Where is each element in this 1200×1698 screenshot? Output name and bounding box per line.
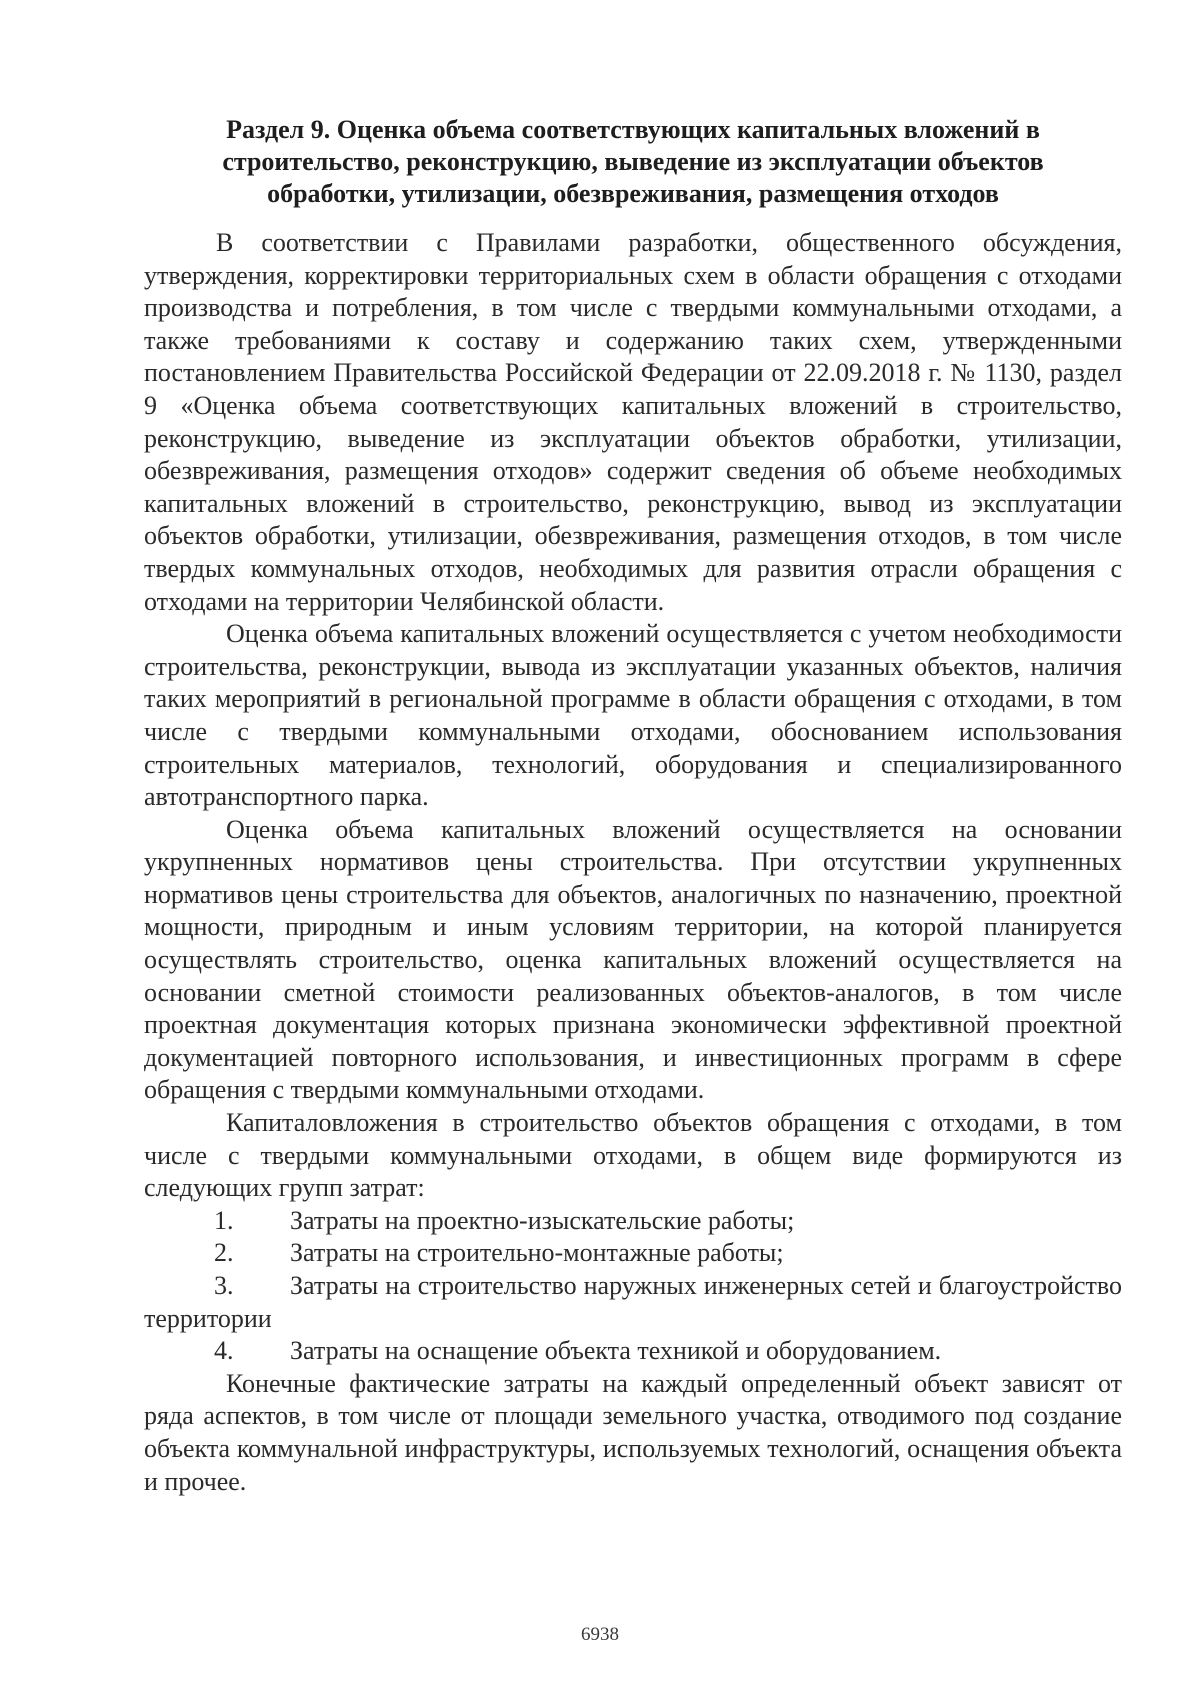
section-title-line: Раздел 9. Оценка объема соответствующих капитальных вложений в <box>226 115 1040 144</box>
body-paragraph: Капиталовложения в строительство объектов обращения с отходами, в том числе с твердыми коммунальными отходами, в общем виде формируются из следующих групп затрат: <box>144 1108 1122 1203</box>
section-title-line: строительство, реконструкцию, выведение из эксплуатации объектов <box>222 147 1044 176</box>
body-paragraph: В соответствии с Правилами разработки, общественного обсуждения, утверждения, корректировки территориальных схем в области обращения с отходами производства и потребления, в том числе с твердыми коммунальными отходами, а также требованиями к составу и содержанию таких схем, утвержденными постановлением Правительства Российской Федерации от 22.09.2018 г. № 1130, раздел 9 «Оценка объема соответствующих капитальных вложений в строительство, реконструкцию, выведение из эксплуатации объектов обработки, утилизации, обезвреживания, размещения отходов» содержит сведения об объеме необходимых капитальных вложений в строительство, реконструкцию, вывод из эксплуатации объектов обработки, утилизации, обезвреживания, размещения отходов, в том числе твердых коммунальных отходов, необходимых для развития отрасли обращения с отходами на территории Челябинской области. <box>144 228 1122 616</box>
list-item-number: 3. <box>214 1271 234 1300</box>
list-item-number: 4. <box>214 1336 234 1366</box>
body-paragraph: Оценка объема капитальных вложений осуществляется на основании укрупненных нормативов цены строительства. При отсутствии укрупненных нормативов цены строительства для объектов, аналогичных по назначению, проектной мощности, природным и иным условиям территории, на которой планируется осуществлять строительство, оценка капитальных вложений осуществляется на основании сметной стоимости реализованных объектов-аналогов, в том числе проектная документация которых признана экономически эффективной проектной документацией повторного использования, и инвестиционных программ в сфере обращения с твердыми коммунальными отходами. <box>144 814 1122 1105</box>
list-item-text: Затраты на строительно-монтажные работы; <box>290 1238 784 1268</box>
body-paragraph: Оценка объема капитальных вложений осуществляется с учетом необходимости строительства, реконструкции, вывода из эксплуатации указанных объектов, наличия таких мероприятий в региональной программе в области обращения с отходами, в том числе с твердыми коммунальными отходами, обоснованием использования строительных материалов, технологий, оборудования и специализированного автотранспортного парка. <box>144 619 1122 812</box>
section-title-line: обработки, утилизации, обезвреживания, размещения отходов <box>267 179 999 208</box>
section-title <box>144 114 1122 210</box>
list-item <box>144 1237 1122 1270</box>
list-item-number: 2. <box>214 1238 234 1268</box>
list-item <box>144 1270 1122 1335</box>
list-item-text: Затраты на строительство наружных инженерных сетей и благоустройство территории <box>144 1271 1122 1333</box>
list-item-number: 1. <box>214 1205 234 1235</box>
list-item <box>144 1205 1122 1238</box>
page-content <box>144 114 1122 1498</box>
list-item-text: Затраты на оснащение объекта техникой и оборудованием. <box>290 1336 942 1366</box>
page-number: 6938 <box>581 1624 619 1645</box>
list-item <box>144 1335 1122 1368</box>
closing-paragraph: Конечные фактические затраты на каждый определенный объект зависят от ряда аспектов, в том числе от площади земельного участка, отводимого под создание объекта коммунальной инфраструктуры, используемых технологий, оснащения объекта и прочее. <box>144 1368 1122 1496</box>
cost-groups-list <box>144 1205 1122 1368</box>
list-item-text: Затраты на проектно-изыскательские работы; <box>290 1205 795 1235</box>
